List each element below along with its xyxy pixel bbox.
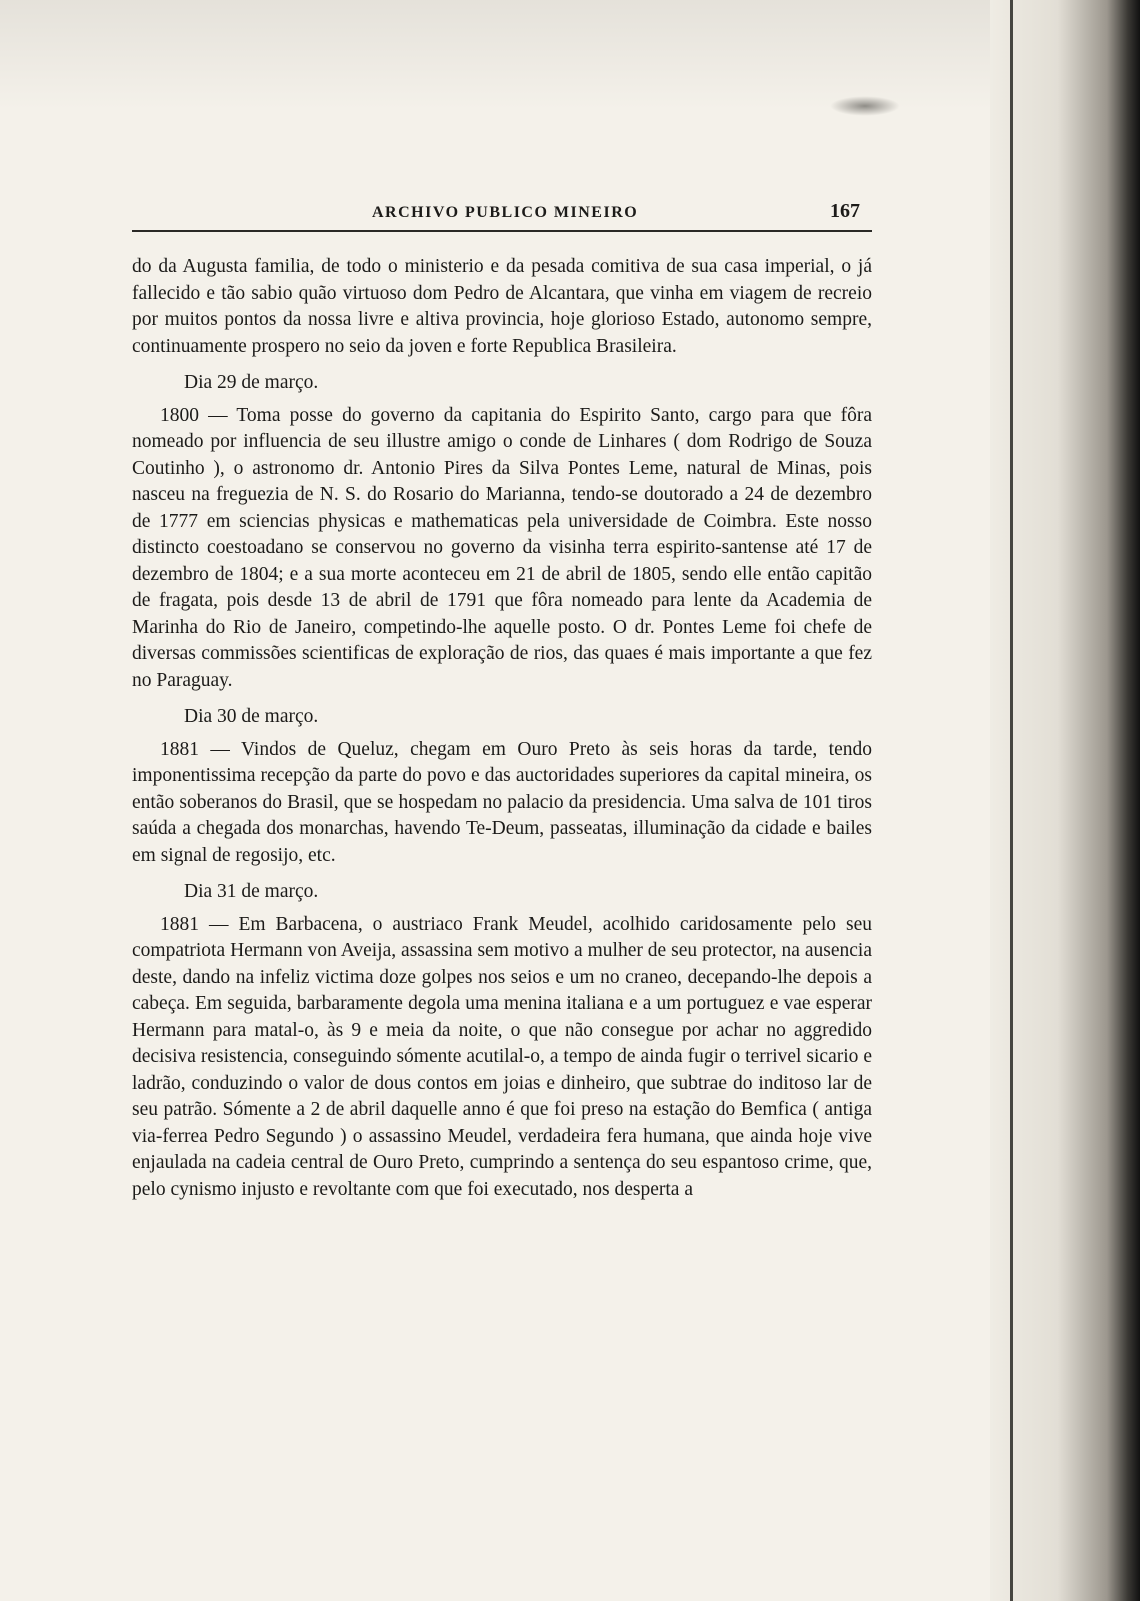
- paragraph-continued: do da Augusta familia, de todo o ministerio e da pesada comitiva de sua casa imperial, o já fallecido e tão sabio quão virtuoso dom Pedro de Alcantara, que vinha em viagem de recreio por muitos pontos da nossa livre e altiva provincia, hoje glorioso Estado, autonomo sempre, continuamente prospero no seio da joven e forte Republica Brasileira.: [132, 256, 872, 357]
- running-header: [132, 196, 872, 232]
- page-body: [132, 254, 872, 1203]
- ink-smudge: [830, 96, 900, 116]
- running-title: ARCHIVO PUBLICO MINEIRO: [372, 204, 639, 221]
- dateline: Dia 29 de março.: [184, 372, 319, 393]
- chronicle-entry: 1881 — Vindos de Queluz, chegam em Ouro Preto às seis horas da tarde, tendo imponentissima recepção da parte do povo e das auctoridades superiores da capital mineira, os então soberanos do Brasil, que se hospedam no palacio da presidencia. Uma salva de 101 tiros saúda a chegada dos monarchas, havendo Te-Deum, passeatas, illuminação da cidade e bailes em signal de regosijo, etc.: [132, 738, 872, 866]
- dateline: Dia 30 de março.: [184, 706, 319, 727]
- chronicle-entry: 1800 — Toma posse do governo da capitania do Espirito Santo, cargo para que fôra nomeado por influencia de seu illustre amigo o conde de Linhares ( dom Rodrigo de Souza Coutinho ), o astronomo dr. Antonio Pires da Silva Pontes Leme, natural de Minas, pois nasceu na freguezia de N. S. do Rosario do Marianna, tendo-se doutorado a 24 de dezembro de 1777 em sciencias physicas e mathematicas pela universidade de Coimbra. Este nosso distincto coestoadano se conservou no governo da visinha terra espirito-santense até 17 de dezembro de 1804; e a sua morte aconteceu em 21 de abril de 1805, sendo elle então capitão de fragata, pois desde 13 de abril de 1791 que fôra nomeado para lente da Academia de Marinha do Rio de Janeiro, competindo-lhe aquelle posto. O dr. Pontes Leme foi chefe de diversas commissões scientificas de exploração de rios, das quaes é mais importante a que fez no Paraguay.: [132, 404, 872, 691]
- chronicle-entry: 1881 — Em Barbacena, o austriaco Frank Meudel, acolhido caridosamente pelo seu compatriota Hermann von Aveija, assassina sem motivo a mulher de seu protector, na ausencia deste, dando na infeliz victima doze golpes nos seios e um no craneo, decepando-lhe depois a cabeça. Em seguida, barbaramente degola uma menina italiana e a um portuguez e vae esperar Hermann para matal-o, às 9 e meia da noite, o que não consegue por achar no aggredido decisiva resistencia, conseguindo sómente acutilal-o, a tempo de ainda fugir o terrivel sicario e ladrão, conduzindo o valor de dous contos em joias e dinheiro, que subtrae do inditoso lar de seu patrão. Sómente a 2 de abril daquelle anno é que foi preso na estação do Bemfica ( antiga via-ferrea Pedro Segundo ) o assassino Meudel, verdadeira fera humana, que ainda hoje vive enjaulada na cadeia central de Ouro Preto, cumprindo a sentença do seu espantoso crime, que, pelo cynismo injusto e revoltante com que foi executado, nos desperta a: [132, 913, 872, 1200]
- dateline: Dia 31 de março.: [184, 881, 319, 902]
- book-page: [132, 196, 872, 1203]
- scan-shadow-top: [0, 0, 1140, 110]
- book-binding-edge: [990, 0, 1140, 1601]
- page-number: 167: [830, 200, 860, 222]
